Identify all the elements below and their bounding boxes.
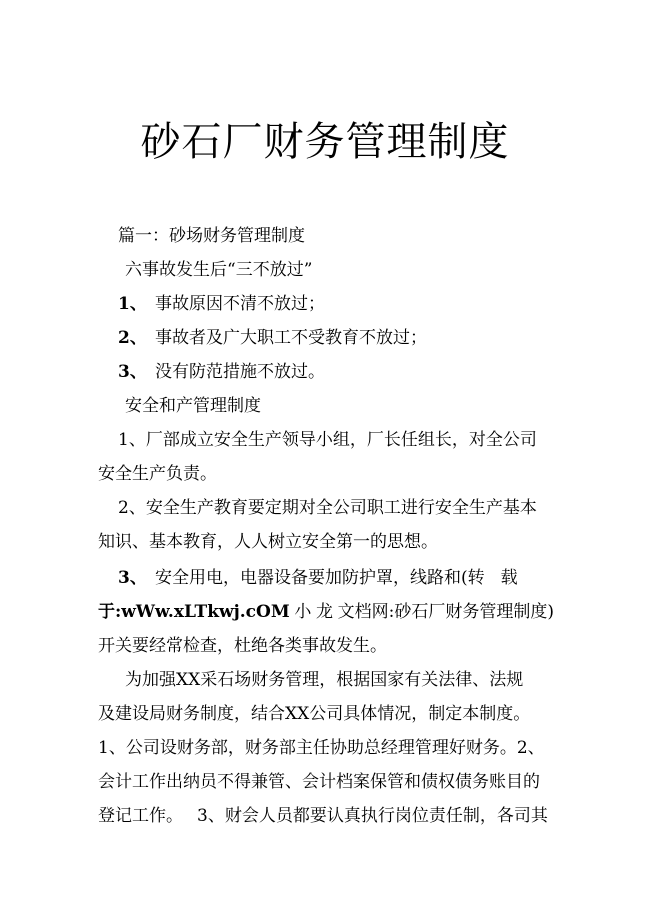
paragraph-line: 1、公司设财务部，财务部主任协助总经理管理好财务。2、	[98, 738, 545, 758]
list-item	[118, 326, 588, 350]
list-number: 2、	[118, 328, 147, 348]
paragraph-text: 载	[500, 568, 518, 588]
paragraph-line: 2、安全生产教育要定期对全公司职工进行安全生产基本	[118, 498, 537, 518]
list-number: 3、	[118, 568, 147, 588]
paragraph-text: 小	[294, 602, 312, 622]
paragraph-line: 开关要经常检查，杜绝各类事故发生。	[98, 636, 387, 656]
section-heading: 安全和产管理制度	[125, 396, 261, 416]
paragraph-line: 安全生产负责。	[98, 464, 217, 484]
list-text: 事故者及广大职工不受教育不放过；	[155, 328, 427, 348]
section-heading: 篇一：砂场财务管理制度	[118, 226, 305, 246]
list-item	[118, 360, 588, 384]
paragraph-line: 六事故发生后“三不放过”	[125, 260, 313, 280]
paragraph-line	[98, 600, 554, 624]
list-text: 事故原因不清不放过；	[155, 294, 325, 314]
list-item	[118, 292, 588, 316]
paragraph-line: 1、厂部成立安全生产领导小组，厂长任组长，对全公司	[118, 430, 537, 450]
paragraph-text: 文档网:砂石厂财务管理制度)	[337, 602, 554, 622]
paragraph-text: 龙	[315, 602, 333, 622]
inline-url-text: 于:wWw.xLTkwj.cOM	[98, 602, 290, 622]
paragraph-text: 3、财会人员都要认真执行岗位责任制，各司其	[197, 806, 548, 826]
paragraph-text: 登记工作。	[98, 806, 183, 826]
paragraph-text: 安全用电，电器设备要加防护罩，线路和(转	[155, 568, 485, 588]
paragraph-line	[118, 566, 588, 590]
paragraph-line: 及建设局财务制度，结合XX公司具体情况，制定本制度。	[98, 704, 531, 724]
list-number: 3、	[118, 362, 147, 382]
document-title: 砂石厂财务管理制度	[140, 119, 510, 165]
paragraph-line: 为加强XX采石场财务管理，根据国家有关法律、法规	[125, 670, 524, 690]
paragraph-line: 会计工作出纳员不得兼管、会计档案保管和债权债务账目的	[98, 772, 540, 792]
list-text: 没有防范措施不放过。	[155, 362, 325, 382]
list-number: 1、	[118, 294, 147, 314]
paragraph-line: 知识、基本教育，人人树立安全第一的思想。	[98, 532, 438, 552]
paragraph-line	[98, 804, 568, 828]
